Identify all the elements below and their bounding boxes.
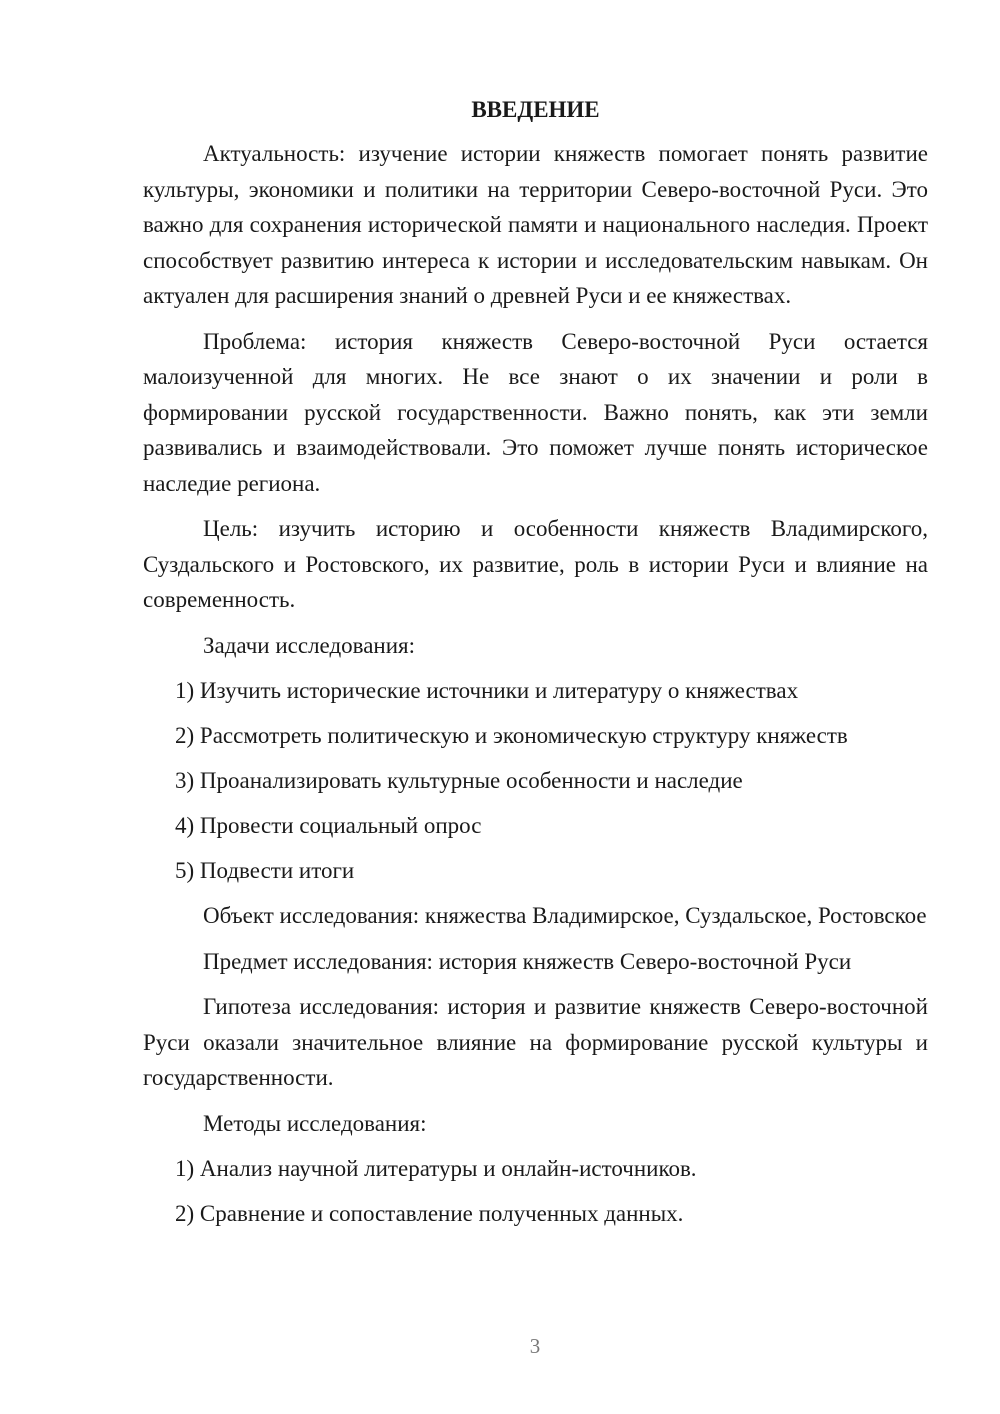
hypothesis-paragraph: Гипотеза исследования: история и развитие княжеств Северо-восточной Руси оказали значительное влияние на формирование русской культуры и государственности. [143, 994, 928, 1090]
goal-paragraph: Цель: изучить историю и особенности княжеств Владимирского, Суздальского и Ростовского, их развитие, роль в истории Руси и влияние на современность. [143, 516, 928, 612]
methods-heading: Методы исследования: [203, 1110, 427, 1136]
list-item: 4) Провести социальный опрос [175, 813, 482, 838]
list-item: 2) Сравнение и сопоставление полученных данных. [175, 1201, 684, 1226]
list-item: 3) Проанализировать культурные особенности и наследие [175, 768, 743, 793]
object-paragraph: Объект исследования: княжества Владимирское, Суздальское, Ростовское [203, 903, 927, 928]
list-item: 2) Рассмотреть политическую и экономическую структуру княжеств [175, 723, 848, 748]
list-item: 1) Изучить исторические источники и литературу о княжествах [175, 678, 799, 703]
list-item: 5) Подвести итоги [175, 858, 355, 883]
section-title: ВВЕДЕНИЕ [471, 97, 600, 122]
list-item: 1) Анализ научной литературы и онлайн-источников. [175, 1156, 697, 1181]
document-page [143, 92, 928, 1241]
tasks-list [143, 673, 928, 888]
methods-list [143, 1151, 928, 1231]
relevance-paragraph: Актуальность: изучение истории княжеств помогает понять развитие культуры, экономики и политики на территории Северо-восточной Руси. Это важно для сохранения исторической памяти и национального наследия. Проект способствует развитию интереса к истории и исследовательским навыкам. Он актуален для расширения знаний о древней Руси и ее княжествах. [143, 141, 928, 308]
tasks-heading: Задачи исследования: [203, 632, 416, 658]
problem-paragraph: Проблема: история княжеств Северо-восточной Руси остается малоизученной для многих. Не все знают о их значении и роли в формировании русской государственности. Важно понять, как эти земли развивались и взаимодействовали. Это поможет лучше понять историческое наследие региона. [143, 328, 928, 496]
subject-paragraph: Предмет исследования: история княжеств Северо-восточной Руси [203, 948, 852, 974]
page-number: 3 [529, 1334, 541, 1358]
